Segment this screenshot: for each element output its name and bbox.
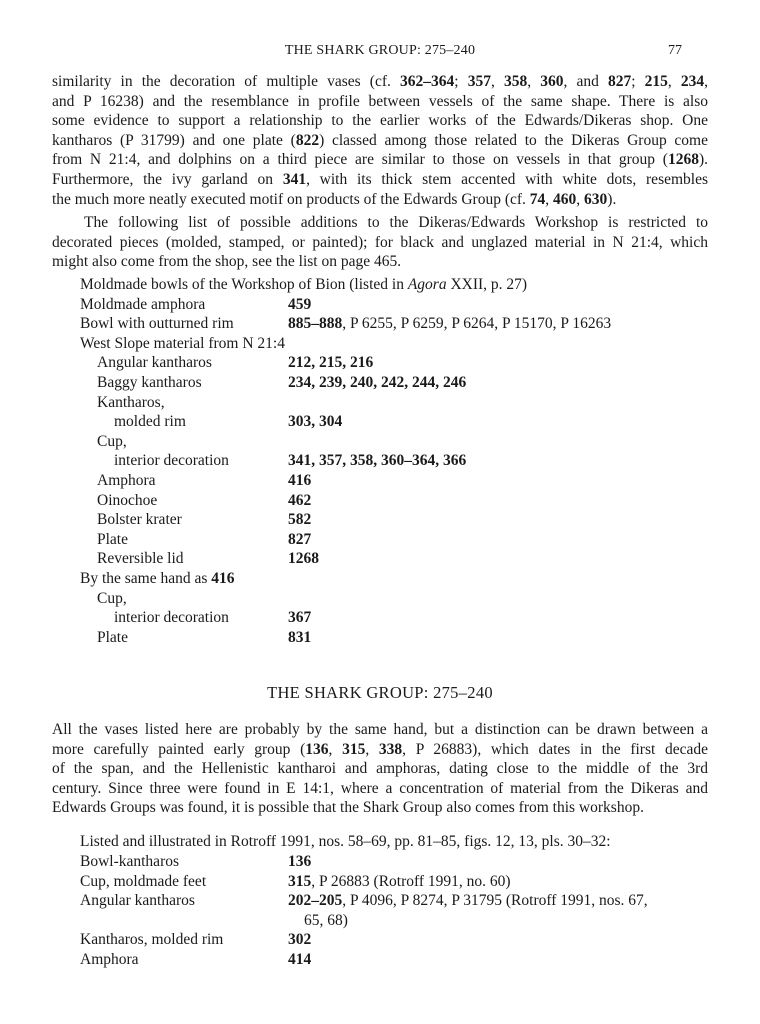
paragraph-3 xyxy=(52,720,708,818)
paragraph-line: from N 21:4, and dolphins on a third piece are similar to those on vessels in that group (1268). xyxy=(52,151,708,169)
paragraph-1 xyxy=(52,72,708,209)
running-head: THE SHARK GROUP: 275–240 xyxy=(284,43,476,58)
list-item: Cup, xyxy=(97,432,127,450)
list-item: Amphora 416 xyxy=(97,471,312,489)
paragraph-line: the much more neatly executed motif on products of the Edwards Group (cf. 74, 460, 630). xyxy=(52,190,617,208)
paragraph-line: The following list of possible additions to the Dikeras/Edwards Workshop is restricted to xyxy=(84,214,708,231)
paragraph-line: All the vases listed here are probably by the same hand, but a distinction can be drawn between a xyxy=(52,721,708,738)
paragraph-line: decorated pieces (molded, stamped, or painted); for black and unglazed material in N 21:4, which xyxy=(52,233,708,251)
list-item: Bolster krater 582 xyxy=(97,511,312,529)
paragraph-line: kantharos (P 31799) and one plate (822) classed among those related to the Dikeras Group come xyxy=(52,131,708,149)
paragraph-line: Furthermore, the ivy garland on 341, with its thick stem accented with white dots, resembles xyxy=(52,170,709,188)
paragraph-line: Edwards Groups was found, it is possible that the Shark Group also comes from this workshop. xyxy=(52,799,644,817)
section-heading: THE SHARK GROUP: 275–240 xyxy=(267,683,493,702)
shark-group-list xyxy=(80,852,720,970)
list-item: By the same hand as 416 xyxy=(80,569,235,587)
paragraph-line: might also come from the shop, see the list on page 465. xyxy=(52,253,402,271)
list-item: Bowl with outturned rim 885–888, P 6255, P 6259, P 6264, P 15170, P 16263 xyxy=(80,315,612,333)
list-item: Amphora 414 xyxy=(80,950,312,968)
paragraph-line: similarity in the decoration of multiple vases (cf. 362–364; 357, 358, 360, and 827; 215, 234, xyxy=(52,73,709,90)
list-item: Angular kantharos 202–205, P 4096, P 8274, P 31795 (Rotroff 1991, nos. 67, xyxy=(80,892,648,910)
list-item: Angular kantharos 212, 215, 216 xyxy=(97,354,374,372)
page-number: 77 xyxy=(668,43,682,58)
list-item: Moldmade amphora 459 xyxy=(80,295,312,313)
paragraph-2 xyxy=(52,213,708,272)
paragraph-line: century. Since three were found in E 14:1, where a concentration of material from the Dikeras and xyxy=(52,779,708,797)
list-item: Moldmade bowls of the Workshop of Bion (listed in Agora XXII, p. 27) xyxy=(80,276,528,293)
list-item: Plate 827 xyxy=(97,530,312,548)
list-item: West Slope material from N 21:4 xyxy=(80,334,285,352)
list-item: Kantharos, xyxy=(97,393,165,411)
paragraph-line: and P 16238) and the resemblance in profile between vessels of the same shape. There is also xyxy=(52,92,708,110)
listing-intro: Listed and illustrated in Rotroff 1991, nos. 58–69, pp. 81–85, figs. 12, 13, pls. 30–32: xyxy=(80,833,611,850)
list-item: Cup, xyxy=(97,589,127,607)
list-item: interior decoration 341, 357, 358, 360–364, 366 xyxy=(114,452,467,470)
list-item: Plate 831 xyxy=(97,628,312,646)
list-item: Bowl-kantharos 136 xyxy=(80,853,312,870)
list-item-continuation: 65, 68) xyxy=(304,911,348,929)
paragraph-line: some evidence to support a relationship to the earlier works of the Edwards/Dikeras shop. One xyxy=(52,112,708,130)
list-item: molded rim 303, 304 xyxy=(114,413,343,431)
paragraph-line: more carefully painted early group (136, 315, 338, P 26883), which dates in the first decade xyxy=(52,740,709,758)
list-item: Oinochoe 462 xyxy=(97,491,312,509)
list-item: Cup, moldmade feet 315, P 26883 (Rotroff 1991, no. 60) xyxy=(80,872,511,890)
list-item: interior decoration 367 xyxy=(114,609,312,627)
list-item: Baggy kantharos 234, 239, 240, 242, 244, 246 xyxy=(97,373,467,391)
list-item: Kantharos, molded rim 302 xyxy=(80,931,312,949)
list-item: Reversible lid 1268 xyxy=(97,550,319,568)
paragraph-line: of the span, and the Hellenistic kantharoi and amphoras, dating close to the middle of the 3rd xyxy=(52,760,708,778)
workshop-additions-list xyxy=(80,275,720,647)
